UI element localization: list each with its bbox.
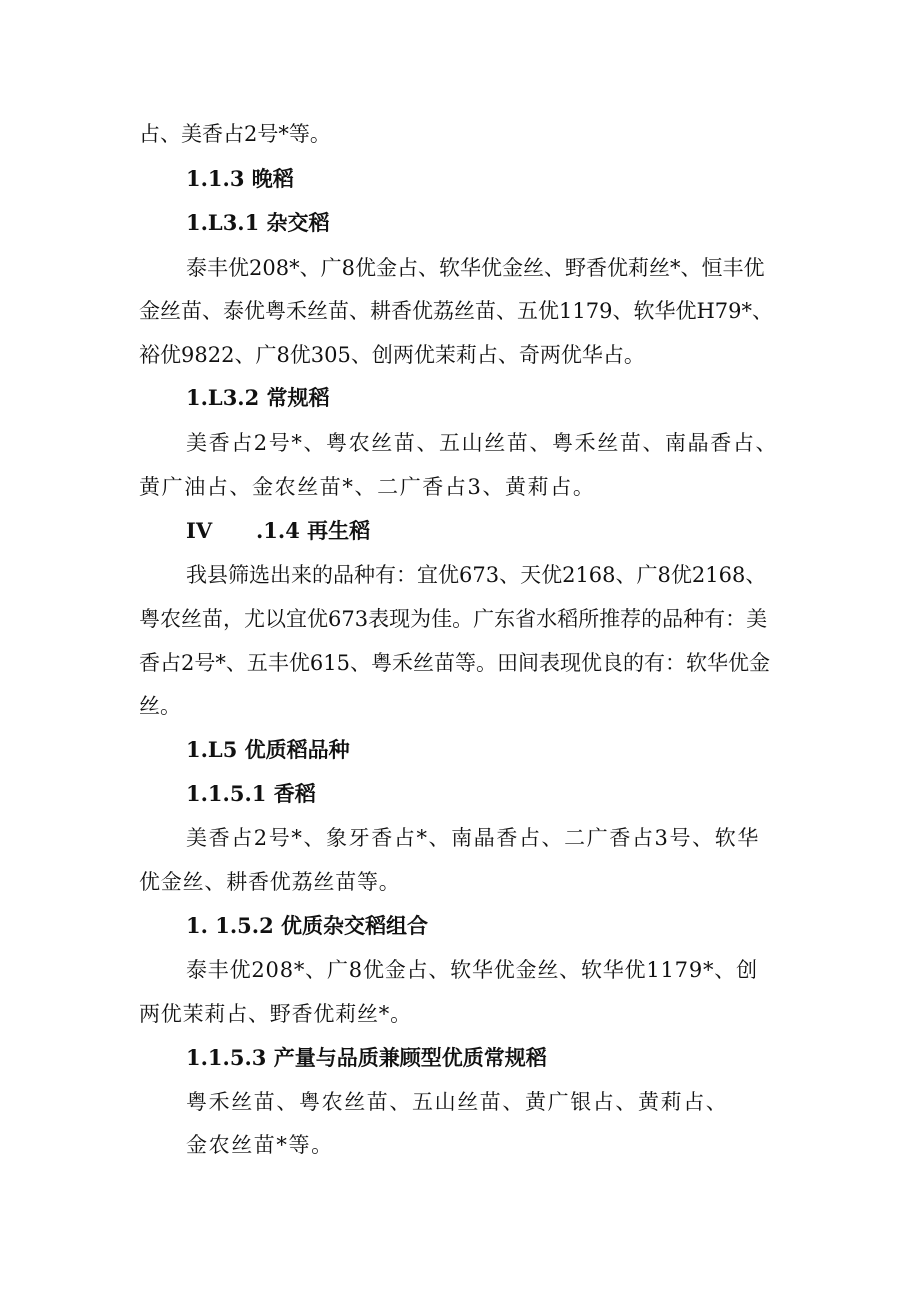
paragraph-line: 美香占2号*、粤农丝苗、五山丝苗、粤禾丝苗、南晶香占、 [186,431,779,455]
section-heading-fragrant-rice: 1.1.5.1 香稻 [186,781,316,806]
paragraph-line: 美香占2号*、象牙香占*、南晶香占、二广香占3号、软华 [186,826,760,850]
paragraph-line: 两优茉莉占、野香优莉丝*。 [139,1002,412,1026]
paragraph-line: 我县筛选出来的品种有：宜优673、天优2168、广8优2168、 [186,563,767,587]
section-heading-quality-rice: 1.L5 优质稻品种 [186,737,350,762]
paragraph-line: 泰丰优208*、广8优金占、软华优金丝、野香优莉丝*、恒丰优 [186,256,765,280]
section-number-roman: IV [186,518,213,543]
paragraph-line: 泰丰优208*、广8优金占、软华优金丝、软华优1179*、创 [186,958,758,982]
section-heading-hybrid-rice: 1.L3.1 杂交稻 [186,210,330,235]
section-heading-late-rice: 1.1.3 晚稻 [186,166,294,191]
paragraph-line: 金农丝苗*等。 [186,1133,334,1157]
paragraph-line: 占、美香占2号*等。 [139,122,331,146]
paragraph-line: 裕优9822、广8优305、创两优茉莉占、奇两优华占。 [139,343,645,367]
paragraph-line: 金丝苗、泰优粤禾丝苗、耕香优荔丝苗、五优1179、软华优H79*、 [139,299,773,323]
section-heading-ratoon-rice: .1.4 再生稻 [256,518,371,543]
section-heading-conventional-rice: 1.L3.2 常规稻 [186,385,330,410]
paragraph-line: 香占2号*、五丰优615、粤禾丝苗等。田间表现优良的有：软华优金 [139,651,770,675]
paragraph-line: 丝。 [139,694,181,718]
section-heading-quality-hybrid: 1. 1.5.2 优质杂交稻组合 [186,913,429,938]
paragraph-line: 粤农丝苗，尤以宜优673表现为佳。广东省水稻所推荐的品种有：美 [139,607,768,631]
section-heading-yield-quality: 1.1.5.3 产量与品质兼顾型优质常规稻 [186,1045,547,1070]
paragraph-line: 粤禾丝苗、粤农丝苗、五山丝苗、黄广银占、黄莉占、 [186,1090,729,1114]
paragraph-line: 优金丝、耕香优荔丝苗等。 [139,870,401,894]
paragraph-line: 黄广油占、金农丝苗*、二广香占3、黄莉占。 [139,475,596,499]
